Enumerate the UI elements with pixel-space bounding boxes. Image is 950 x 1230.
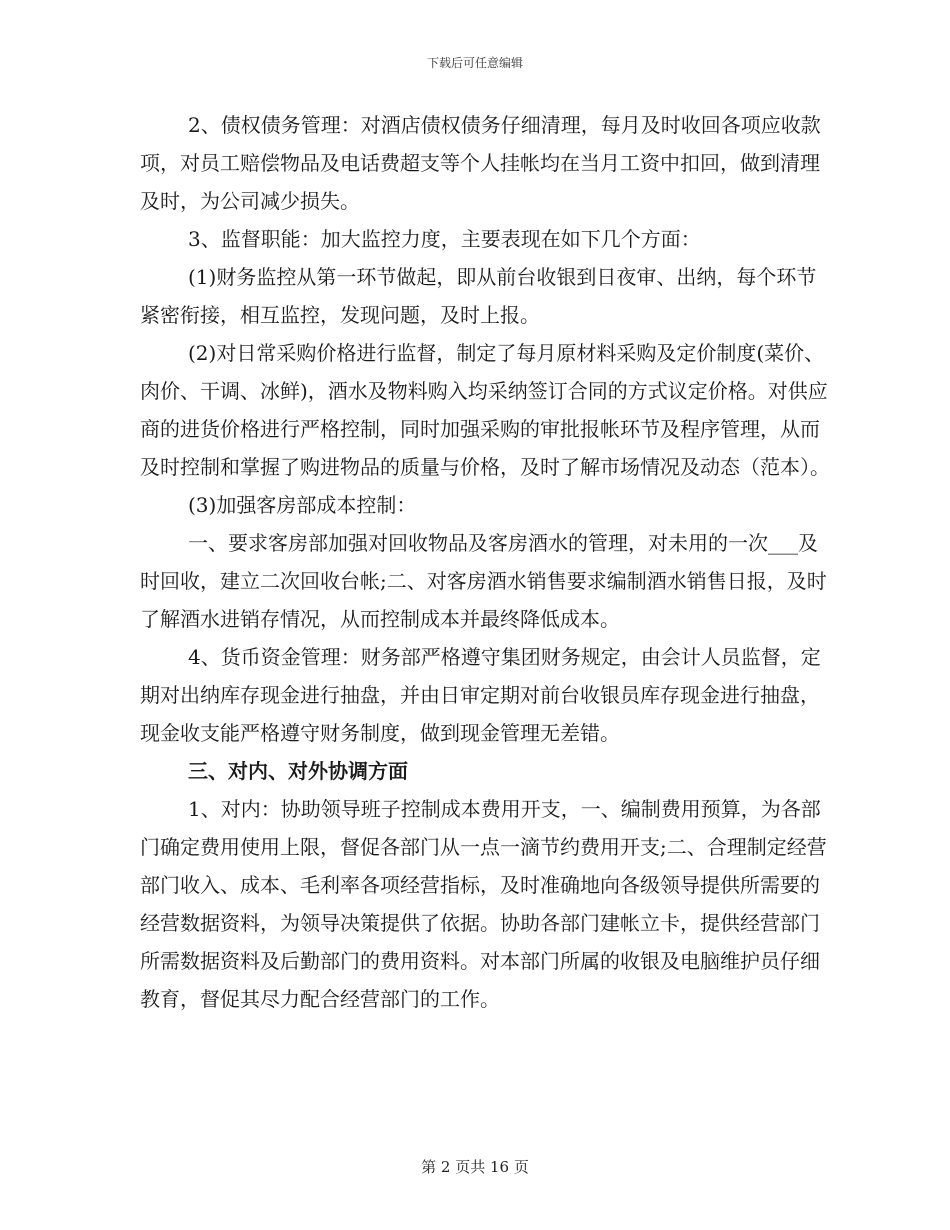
paragraph-debt-management: 2、债权债务管理：对酒店债权债务仔细清理，每月及时收回各项应收款项，对员工赔偿物品及电话费超支等个人挂帐均在当月工资中扣回，做到清理及时，为公司减少损失。	[140, 113, 821, 213]
section-heading-coordination: 三、对内、对外协调方面	[188, 759, 408, 783]
paragraph-financial-monitoring: (1)财务监控从第一环节做起，即从前台收银到日夜审、出纳，每个环节紧密衔接，相互监控，发现问题，及时上报。	[140, 265, 817, 327]
paragraph-housekeeping-cost: (3)加强客房部成本控制：	[188, 493, 417, 517]
page-footer: 第 2 页共 16 页	[421, 1158, 529, 1176]
page-header: 下载后可任意编辑	[426, 56, 523, 70]
paragraph-cash-management: 4、货币资金管理：财务部严格遵守集团财务规定，由会计人员监督，定期对出纳库存现金进行抽盘，并由日审定期对前台收银员库存现金进行抽盘，现金收支能严格遵守财务制度，做到现金管理无差错。	[140, 645, 821, 745]
paragraph-purchase-price: (2)对日常采购价格进行监督，制定了每月原材料采购及定价制度(菜价、肉价、干调、冰鲜)，酒水及物料购入均采纳签订合同的方式议定价格。对供应商的进货价格进行严格控制，同时加强采购的审批报帐环节及程序管理，从而及时控制和掌握了购进物品的质量与价格，及时了解市场情况及动态（范本）。	[140, 341, 830, 479]
paragraph-housekeeping-detail: 一、要求客房部加强对回收物品及客房酒水的管理，对未用的一次___及时回收，建立二次回收台帐;二、对客房酒水销售要求编制酒水销售日报，及时了解酒水进销存情况，从而控制成本并最终降低成本。	[140, 531, 827, 631]
document-body	[140, 106, 830, 1018]
paragraph-internal: 1、对内：协助领导班子控制成本费用开支，一、编制费用预算，为各部门确定费用使用上限，督促各部门从一点一滴节约费用开支;二、合理制定经营部门收入、成本、毛利率各项经营指标，及时准确地向各级领导提供所需要的经营数据资料，为领导决策提供了依据。协助各部门建帐立卡，提供经营部门所需数据资料及后勤部门的费用资料。对本部门所属的收银及电脑维护员仔细教育，督促其尽力配合经营部门的工作。	[140, 797, 827, 1011]
paragraph-supervision: 3、监督职能：加大监控力度，主要表现在如下几个方面：	[188, 227, 701, 251]
